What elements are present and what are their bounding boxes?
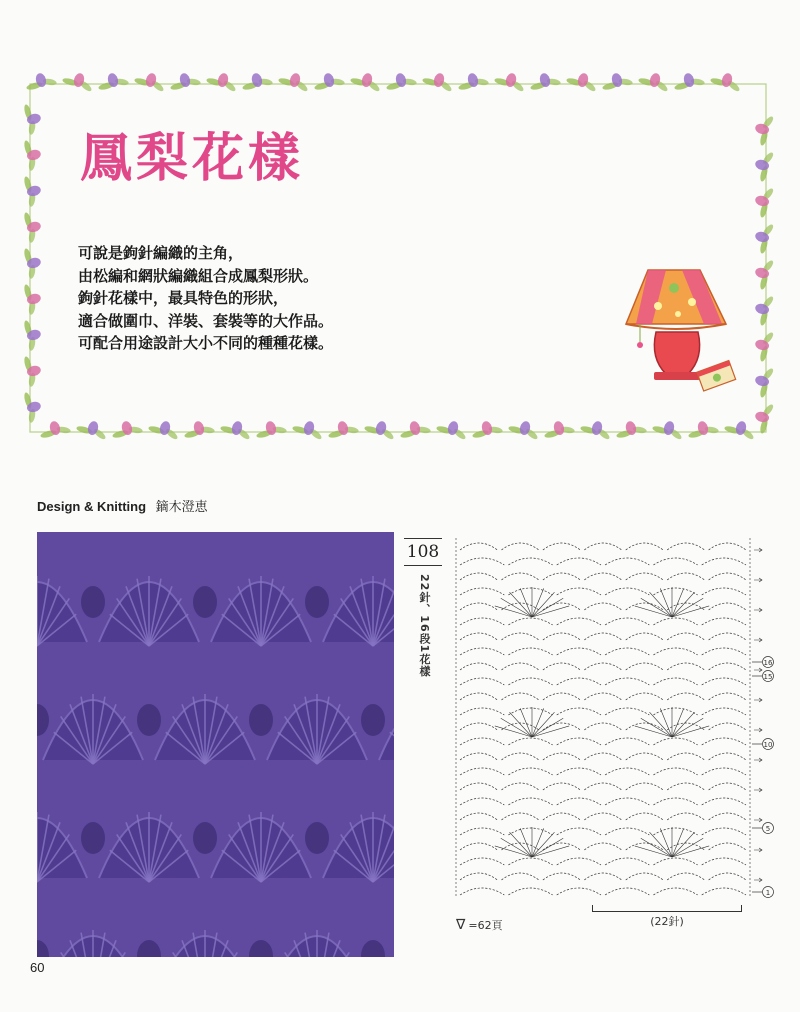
row-marker-label: 1 bbox=[765, 889, 771, 897]
repeat-stitch-count bbox=[592, 905, 742, 929]
row-marker-10 bbox=[752, 739, 774, 750]
stitch-count-label: (22針) bbox=[650, 915, 684, 928]
row-marker-label: 5 bbox=[765, 825, 771, 833]
row-marker-1 bbox=[752, 887, 774, 898]
decrease-symbol-icon: ∇ bbox=[456, 917, 466, 933]
pattern-number: 108 bbox=[404, 538, 442, 566]
table-lamp-illustration bbox=[618, 262, 750, 400]
intro-line: 可配合用途設計大小不同的種種花樣。 bbox=[78, 334, 334, 352]
symbol-page-ref: =62頁 bbox=[468, 919, 503, 932]
page-number: 60 bbox=[30, 960, 45, 975]
row-marker-label: 15 bbox=[763, 673, 773, 681]
credit-label: Design & Knitting bbox=[37, 499, 147, 514]
repeat-bracket bbox=[592, 905, 742, 912]
designer-name: 鏑木澄恵 bbox=[155, 499, 208, 514]
row-marker-16 bbox=[752, 657, 774, 668]
intro-line: 鉤針花樣中，最具特色的形狀， bbox=[78, 289, 289, 307]
row-marker-label: 16 bbox=[763, 659, 773, 667]
pattern-description: 22針、16段1花樣 bbox=[418, 574, 431, 678]
row-marker-label: 10 bbox=[763, 741, 773, 749]
crochet-swatch-photo bbox=[37, 532, 394, 957]
crochet-chart bbox=[452, 530, 782, 930]
page-title: 鳳梨花樣 bbox=[80, 128, 305, 189]
intro-line: 適合做圍巾、洋裝、套裝等的大作品。 bbox=[78, 311, 334, 330]
row-marker-5 bbox=[752, 823, 774, 834]
intro-line: 可說是鉤針編織的主角， bbox=[78, 244, 244, 262]
row-marker-15 bbox=[752, 671, 774, 682]
intro-text bbox=[78, 242, 333, 355]
credit-line bbox=[37, 496, 208, 515]
intro-line: 由松編和網狀編織組合成鳳梨形狀。 bbox=[78, 266, 319, 285]
symbol-reference bbox=[456, 917, 503, 933]
